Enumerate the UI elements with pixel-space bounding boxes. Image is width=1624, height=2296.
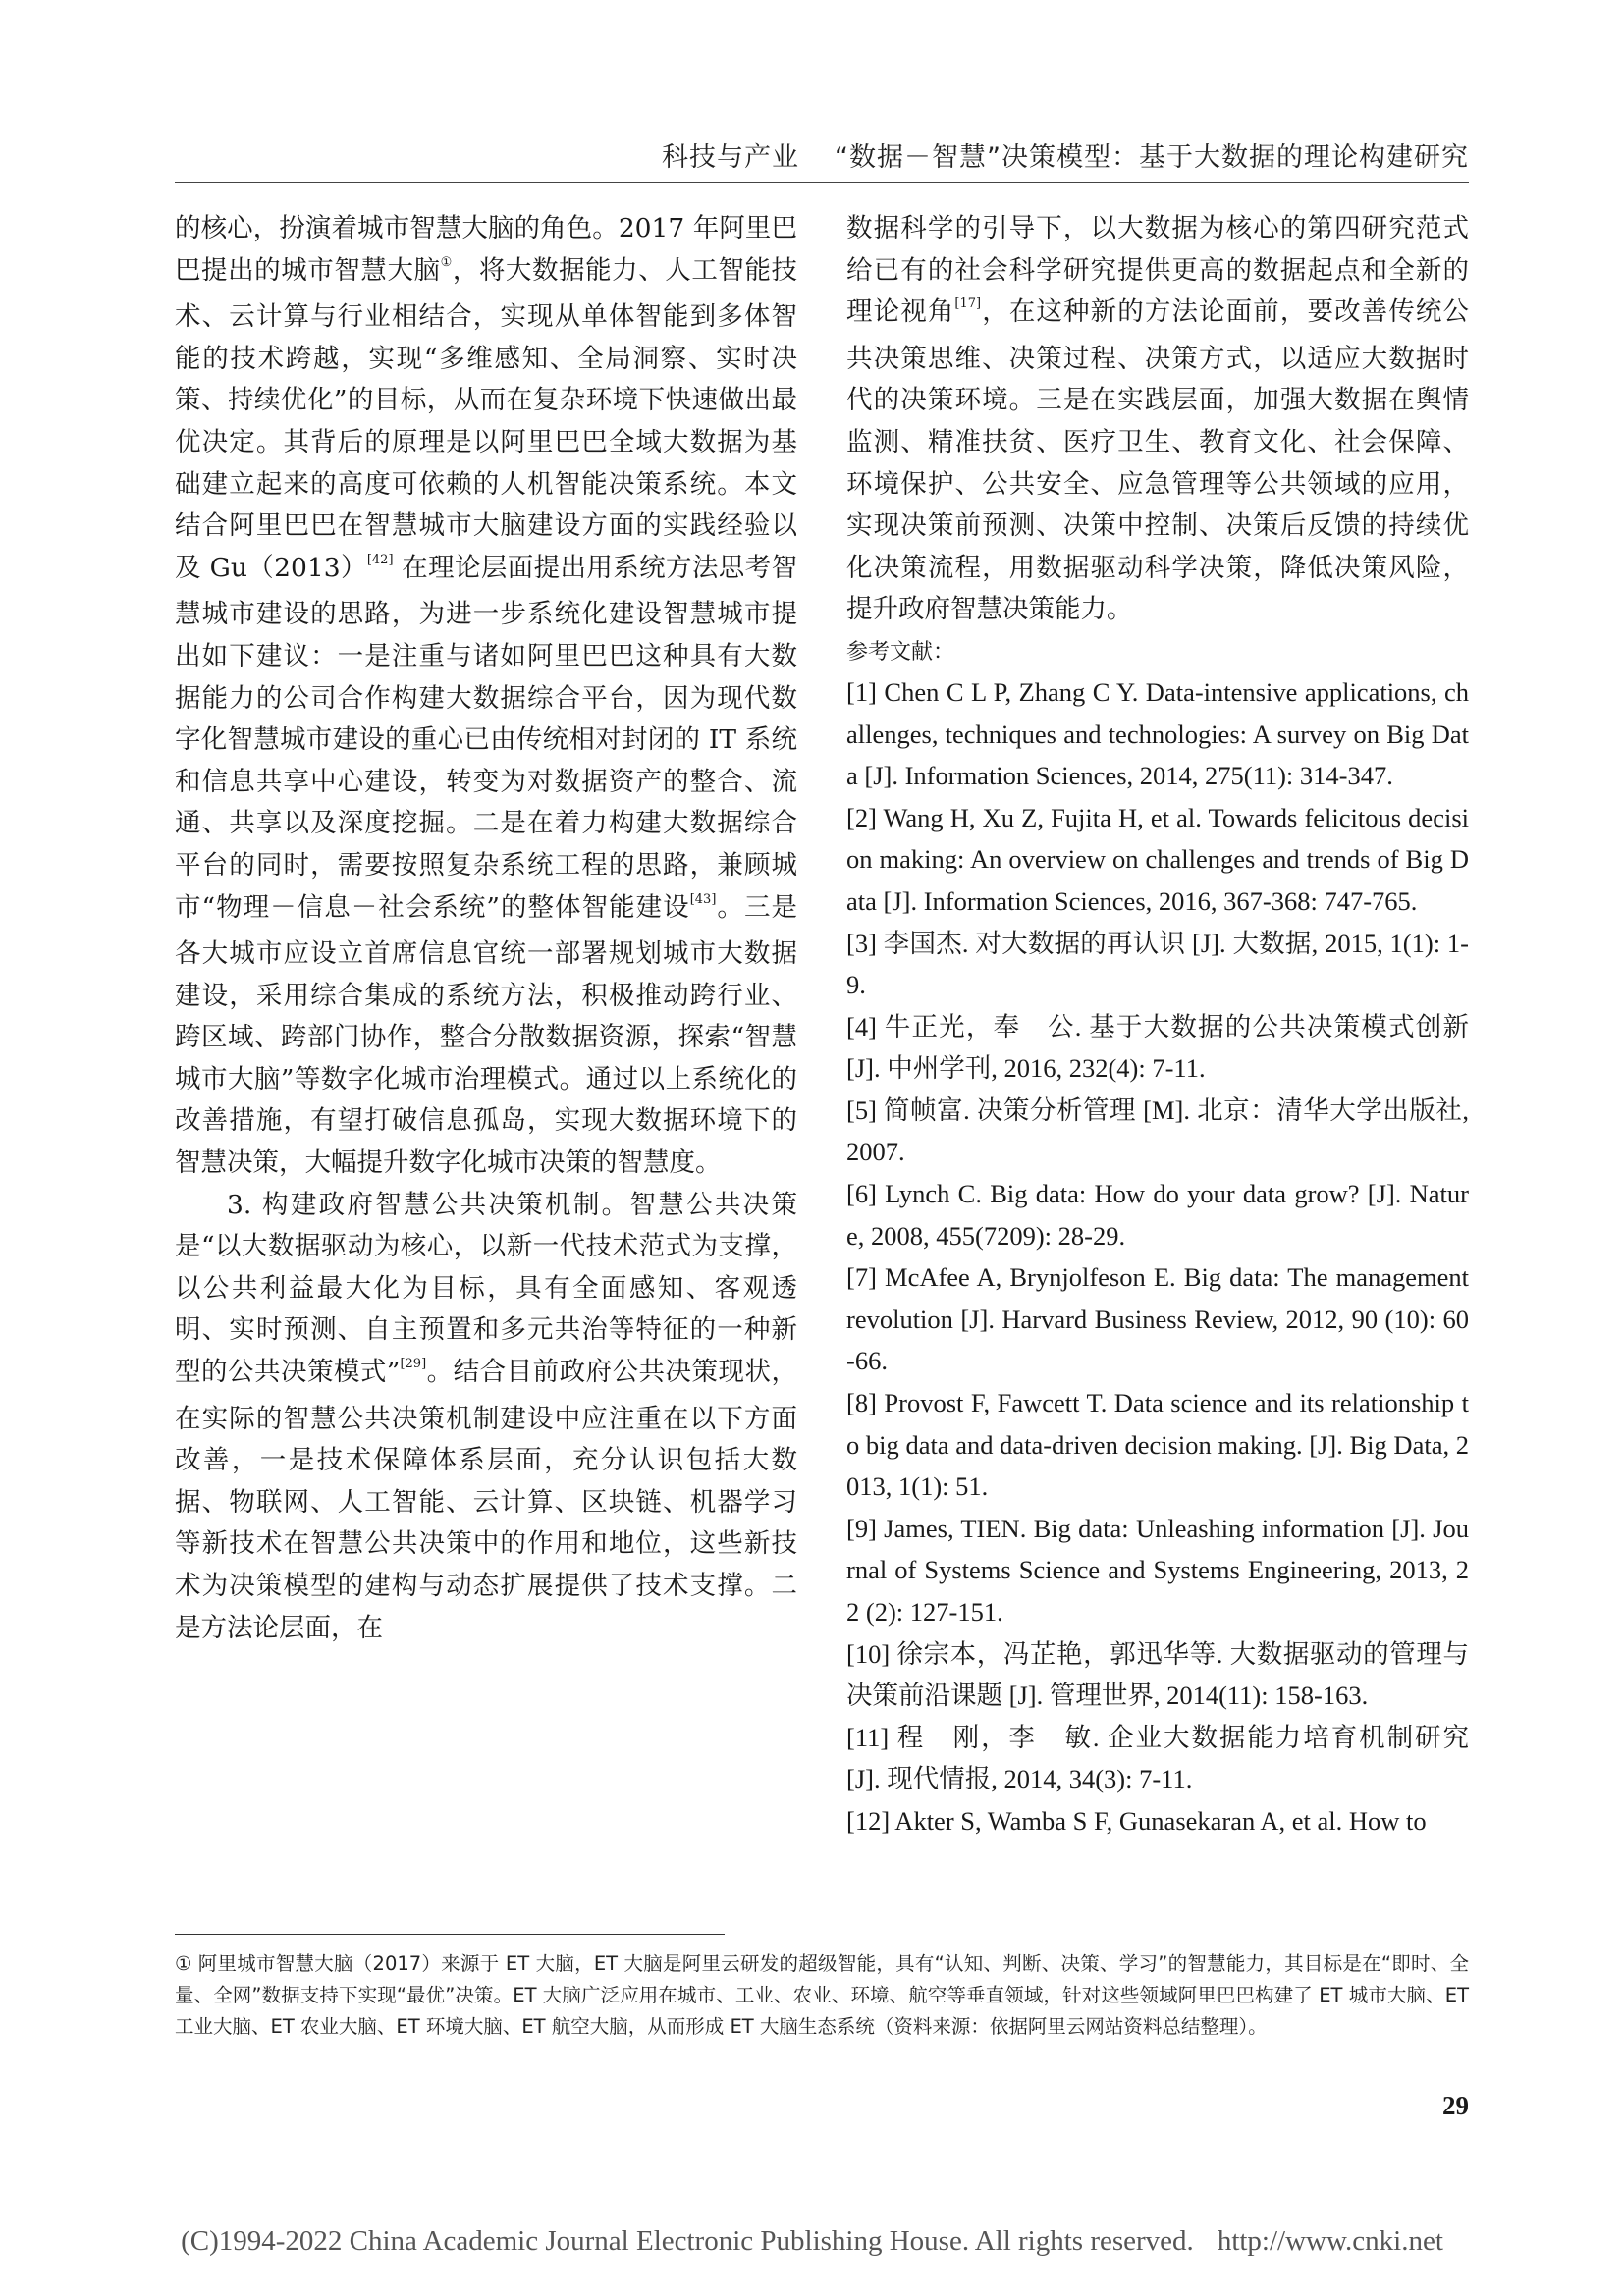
references-heading: 参考文献： — [846, 639, 955, 665]
citation-42[interactable]: [42] — [366, 552, 394, 567]
copyright-line — [0, 2225, 1624, 2258]
copyright-url[interactable]: http://www.cnki.net — [1217, 2225, 1443, 2257]
reference-item: [3] 李国杰. 对大数据的再认识 [J]. 大数据, 2015, 1(1): 1-9. — [846, 928, 1469, 1000]
reference-list — [846, 671, 1469, 1842]
citation-29[interactable]: [29] — [400, 1357, 427, 1372]
copyright-text: (C)1994-2022 China Academic Journal Electronic Publishing House. All rights reserved. — [181, 2225, 1194, 2257]
right-column — [846, 208, 1469, 1842]
reference-item: [11] 程 刚，李 敏. 企业大数据能力培育机制研究 [J]. 现代情报, 2014, 34(3): 7-11. — [846, 1722, 1469, 1794]
reference-item: [4] 牛正光，奉 公. 基于大数据的公共决策模式创新 [J]. 中州学刊, 2016, 232(4): 7-11. — [846, 1011, 1469, 1084]
footnote-text: 阿里城市智慧大脑（2017）来源于 ET 大脑，ET 大脑是阿里云研发的超级智能，具有“认知、判断、决策、学习”的智慧能力，其目标是在“即时、全量、全网”数据支持下实现“最优”决策。ET 大脑广泛应用在城市、工业、农业、环境、航空等垂直领域，针对这些领域阿里巴巴构建了 ET 城市大脑、ET 工业大脑、ET 农业大脑、ET 环境大脑、ET 航空大脑，从而形成 ET 大脑生态系统（资料来源：依据阿里云网站资料总结整理）。 — [175, 1952, 1470, 2038]
citation-43[interactable]: [43] — [689, 891, 717, 907]
reference-item: [6] Lynch C. Big data: How do your data grow? [J]. Nature, 2008, 455(7209): 28-29. — [846, 1179, 1469, 1251]
right-paragraph-1: 数据科学的引导下，以大数据为核心的第四研究范式给已有的社会科学研究提供更高的数据起点和全新的理论视角[17]，在这种新的方法论面前，要改善传统公共决策思维、决策过程、决策方式，以适应大数据时代的决策环境。三是在实践层面，加强大数据在舆情监测、精准扶贫、医疗卫生、教育文化、社会保障、环境保护、公共安全、应急管理等公共领域的应用，实现决策前预测、决策中控制、决策后反馈的持续优化决策流程，用数据驱动科学决策，降低决策风险，提升政府智慧决策能力。 — [846, 213, 1470, 625]
footnote-mark: ① — [175, 1952, 192, 1975]
reference-item: [1] Chen C L P, Zhang C Y. Data-intensive applications, challenges, techniques and technologies: A survey on Big Data [J]. Information Sciences, 2014, 275(11): 314-347. — [846, 676, 1469, 791]
left-paragraph-2: 3. 构建政府智慧公共决策机制。智慧公共决策是“以大数据驱动为核心，以新一代技术范式为支撑，以公共利益最大化为目标，具有全面感知、客观透明、实时预测、自主预置和多元共治等特征的一种新型的公共决策模式”[29]。结合目前政府公共决策现状，在实际的智慧公共决策机制建设中应注重在以下方面改善，一是技术保障体系层面，充分认识包括大数据、物联网、人工智能、云计算、区块链、机器学习等新技术在智慧公共决策中的作用和地位，这些新技术为决策模型的建构与动态扩展提供了技术支撑。二是方法论层面，在 — [175, 1189, 797, 1643]
header-section: 科技与产业 — [662, 142, 800, 173]
reference-item: [12] Akter S, Wamba S F, Gunasekaran A, et al. How to — [846, 1805, 1427, 1836]
footnote — [175, 1949, 1469, 2043]
footnote-marker[interactable]: ① — [440, 254, 453, 270]
reference-item: [10] 徐宗本，冯芷艳，郭迅华等. 大数据驱动的管理与决策前沿课题 [J]. 管理世界, 2014(11): 158-163. — [846, 1638, 1469, 1711]
left-column — [175, 208, 797, 1649]
header-title: “数据－智慧”决策模型：基于大数据的理论构建研究 — [835, 142, 1469, 173]
left-paragraph-1: 的核心，扮演着城市智慧大脑的角色。2017 年阿里巴巴提出的城市智慧大脑①，将大数据能力、人工智能技术、云计算与行业相结合，实现从单体智能到多体智能的技术跨越，实现“多维感知、全局洞察、实时决策、持续优化”的目标，从而在复杂环境下快速做出最优决定。其背后的原理是以阿里巴巴全域大数据为基础建立起来的高度可依赖的人机智能决策系统。本文结合阿里巴巴在智慧城市大脑建设方面的实践经验以及 Gu（2013）[42] 在理论层面提出用系统方法思考智慧城市建设的思路，为进一步系统化建设智慧城市提出如下建议：一是注重与诸如阿里巴巴这种具有大数据能力的公司合作构建大数据综合平台，因为现代数字化智慧城市建设的重心已由传统相对封闭的 IT 系统和信息共享中心建设，转变为对数据资产的整合、流通、共享以及深度挖掘。二是在着力构建大数据综合平台的同时，需要按照复杂系统工程的思路，兼顾城市“物理－信息－社会系统”的整体智能建设[43]。三是各大城市应设立首席信息官统一部署规划城市大数据建设，采用综合集成的系统方法，积极推动跨行业、跨区域、跨部门协作，整合分散数据资源，探索“智慧城市大脑”等数字化城市治理模式。通过以上系统化的改善措施，有望打破信息孤岛，实现大数据环境下的智慧决策，大幅提升数字化城市决策的智慧度。 — [175, 213, 798, 1179]
reference-item: [7] McAfee A, Brynjolfeson E. Big data: The management revolution [J]. Harvard Business Review, 2012, 90 (10): 60-66. — [846, 1262, 1469, 1376]
reference-item: [9] James, TIEN. Big data: Unleashing information [J]. Journal of Systems Science and Systems Engineering, 2013, 22 (2): 127-151. — [846, 1513, 1469, 1627]
reference-item: [2] Wang H, Xu Z, Fujita H, et al. Towards felicitous decision making: An overview on challenges and trends of Big Data [J]. Information Sciences, 2016, 367-368: 747-765. — [846, 802, 1469, 916]
reference-item: [5] 简帧富. 决策分析管理 [M]. 北京：清华大学出版社, 2007. — [846, 1095, 1469, 1167]
running-header — [0, 135, 1469, 174]
header-rule — [175, 182, 1469, 183]
citation-17[interactable]: [17] — [954, 296, 982, 312]
page-number: 29 — [1442, 2091, 1469, 2120]
reference-item: [8] Provost F, Fawcett T. Data science and its relationship to big data and data-driven decision making. [J]. Big Data, 2013, 1(1): 51. — [846, 1388, 1469, 1502]
footnote-rule — [175, 1934, 725, 1935]
